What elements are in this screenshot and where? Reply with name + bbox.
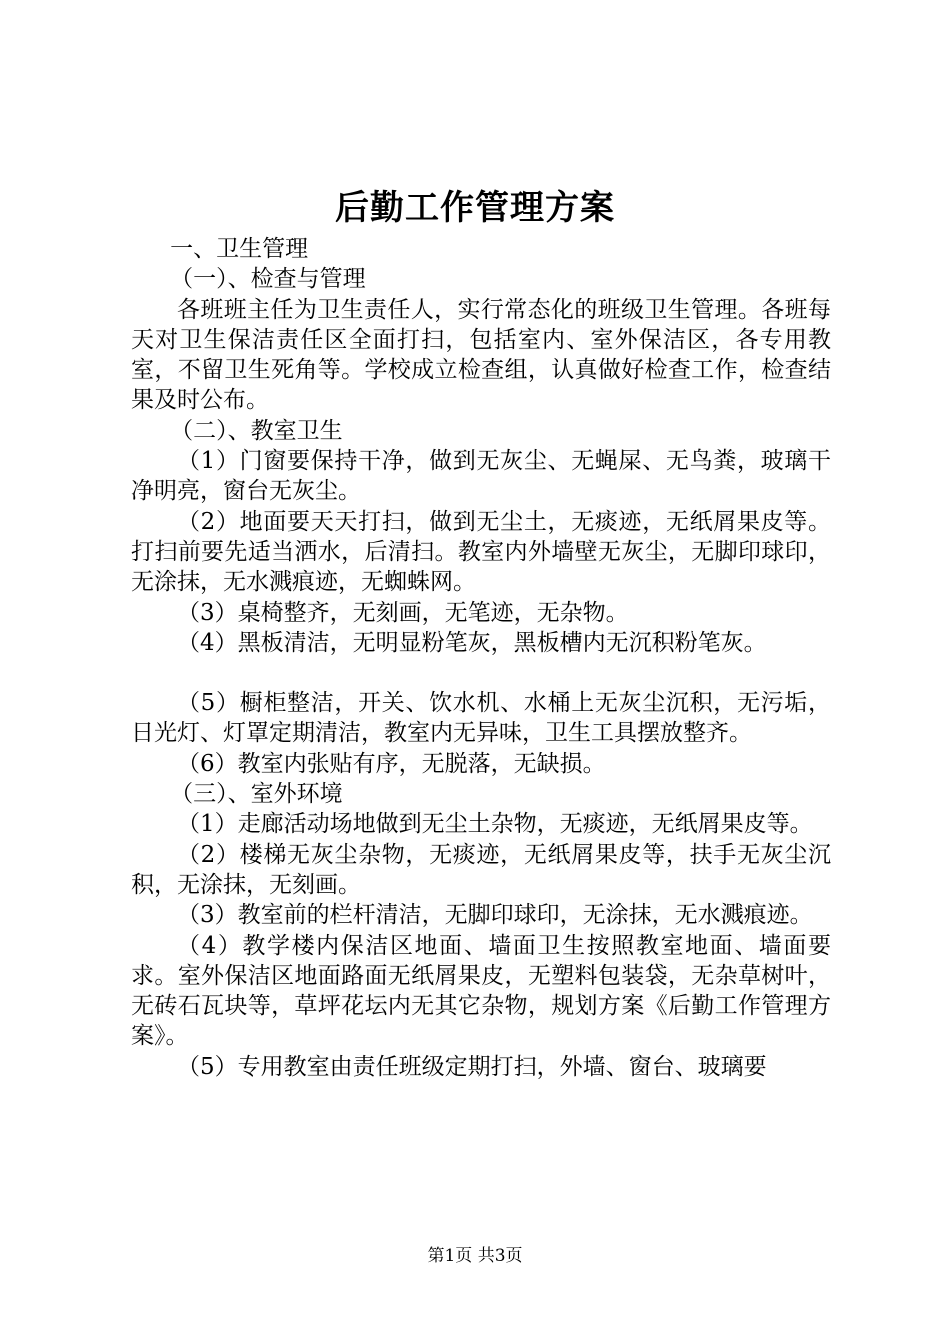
subsection-heading-outdoor: （三）、室外环境 [170, 781, 343, 808]
list-item-outdoor-4: （4）教学楼内保洁区地面、墙面卫生按照教室地面、墙面要求。室外保洁区地面路面无纸屑果皮，无塑料包装袋，无杂草树叶，无砖石瓦块等，草坪花坛内无其它杂物，规划方案《后勤工作管理方案》。 [131, 932, 831, 1050]
list-item-classroom-2: （2）地面要天天打扫，做到无尘土，无痰迹，无纸屑果皮等。打扫前要先适当洒水，后清扫。教室内外墙壁无灰尘，无脚印球印，无涂抹，无水溅痕迹，无蜘蛛网。 [131, 508, 831, 596]
document-title: 后勤工作管理方案 [335, 188, 615, 228]
list-item-classroom-5: （5）橱柜整洁，开关、饮水机、水桶上无灰尘沉积，无污垢，日光灯、灯罩定期清洁，教室内无异味，卫生工具摆放整齐。 [131, 690, 831, 747]
list-item-outdoor-1: （1）走廊活动场地做到无尘土杂物，无痰迹，无纸屑果皮等。 [177, 811, 813, 838]
document-body [131, 234, 831, 1082]
page-number-footer: 第1页 共3页 [427, 1246, 523, 1266]
list-item-outdoor-3: （3）教室前的栏杆清洁，无脚印球印，无涂抹，无水溅痕迹。 [177, 902, 813, 929]
list-item-outdoor-5: （5）专用教室由责任班级定期打扫，外墙、窗台、玻璃要 [177, 1053, 767, 1080]
list-item-outdoor-2: （2）楼梯无灰尘杂物，无痰迹，无纸屑果皮等，扶手无灰尘沉积，无涂抹，无刻画。 [131, 841, 831, 898]
paragraph-inspection: 各班班主任为卫生责任人，实行常态化的班级卫生管理。各班每天对卫生保洁责任区全面打扫，包括室内、室外保洁区，各专用教室，不留卫生死角等。学校成立检查组，认真做好检查工作，检查结果及时公布。 [131, 296, 831, 414]
section-heading-hygiene: 一、卫生管理 [170, 236, 309, 262]
list-item-classroom-4: （4）黑板清洁，无明显粉笔灰，黑板槽内无沉积粉笔灰。 [177, 629, 767, 656]
list-item-classroom-6: （6）教室内张贴有序，无脱落，无缺损。 [177, 750, 606, 777]
subsection-heading-inspection: （一）、检查与管理 [170, 266, 366, 293]
list-item-classroom-1: （1）门窗要保持干净，做到无灰尘、无蝇屎、无鸟粪，玻璃干净明亮，窗台无灰尘。 [131, 448, 831, 505]
subsection-heading-classroom: （二）、教室卫生 [170, 417, 343, 444]
list-item-classroom-3: （3）桌椅整齐，无刻画，无笔迹，无杂物。 [177, 599, 629, 626]
